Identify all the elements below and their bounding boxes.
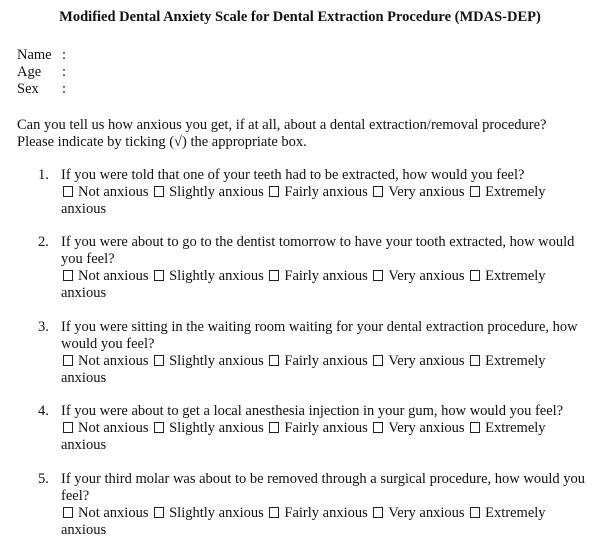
checkbox-very-anxious[interactable] xyxy=(373,355,383,366)
instructions-line-1: Can you tell us how anxious you get, if at all, about a dental extraction/removal procedure? xyxy=(17,117,547,133)
option-label: Very anxious xyxy=(388,353,465,369)
checkbox-slightly-anxious[interactable] xyxy=(154,507,164,518)
option-label: Slightly anxious xyxy=(169,505,264,521)
age-colon: : xyxy=(62,64,67,80)
option-label: Slightly anxious xyxy=(169,353,264,369)
option-label: Fairly anxious xyxy=(284,505,368,521)
checkbox-not-anxious[interactable] xyxy=(63,422,73,433)
option-label: Extremely anxious xyxy=(61,268,546,301)
checkbox-fairly-anxious[interactable] xyxy=(269,507,279,518)
name-colon: : xyxy=(62,47,67,63)
checkbox-extremely-anxious[interactable] xyxy=(470,355,480,366)
checkbox-fairly-anxious[interactable] xyxy=(269,186,279,197)
name-label: Name xyxy=(17,47,52,63)
question-1 xyxy=(38,167,588,218)
checkbox-very-anxious[interactable] xyxy=(373,186,383,197)
option-label: Not anxious xyxy=(78,353,149,369)
option-label: Fairly anxious xyxy=(284,420,368,436)
option-label: Very anxious xyxy=(388,420,465,436)
option-label: Extremely anxious xyxy=(61,505,546,538)
instructions xyxy=(17,117,587,151)
option-label: Slightly anxious xyxy=(169,268,264,284)
answer-options xyxy=(61,268,586,302)
option-label: Not anxious xyxy=(78,420,149,436)
option-label: Extremely anxious xyxy=(61,420,546,453)
option-label: Not anxious xyxy=(78,268,149,284)
checkbox-extremely-anxious[interactable] xyxy=(470,186,480,197)
option-label: Slightly anxious xyxy=(169,184,264,200)
age-label: Age xyxy=(17,64,42,80)
question-5 xyxy=(38,471,588,539)
question-number: 1. xyxy=(38,167,49,183)
question-4 xyxy=(38,403,588,454)
answer-options xyxy=(61,184,586,218)
option-label: Very anxious xyxy=(388,505,465,521)
option-label: Very anxious xyxy=(388,268,465,284)
question-number: 4. xyxy=(38,403,49,419)
option-label: Fairly anxious xyxy=(284,353,368,369)
question-text: If you were about to get a local anesthesia injection in your gum, how would you feel? xyxy=(61,403,564,419)
checkbox-fairly-anxious[interactable] xyxy=(269,270,279,281)
sex-label: Sex xyxy=(17,81,39,97)
checkbox-slightly-anxious[interactable] xyxy=(154,270,164,281)
checkbox-fairly-anxious[interactable] xyxy=(269,422,279,433)
sex-colon: : xyxy=(62,81,67,97)
instructions-line-2: Please indicate by ticking (√) the appropriate box. xyxy=(17,134,307,150)
checkbox-very-anxious[interactable] xyxy=(373,507,383,518)
option-label: Extremely anxious xyxy=(61,184,546,217)
checkbox-fairly-anxious[interactable] xyxy=(269,355,279,366)
checkbox-extremely-anxious[interactable] xyxy=(470,507,480,518)
checkbox-not-anxious[interactable] xyxy=(63,186,73,197)
question-text: If you were told that one of your teeth had to be extracted, how would you feel? xyxy=(61,167,525,183)
document-title: Modified Dental Anxiety Scale for Dental Extraction Procedure (MDAS-DEP) xyxy=(59,9,541,25)
option-label: Fairly anxious xyxy=(284,268,368,284)
answer-options xyxy=(61,353,586,387)
question-text: If your third molar was about to be removed through a surgical procedure, how would you feel? xyxy=(61,471,586,504)
checkbox-not-anxious[interactable] xyxy=(63,270,73,281)
option-label: Not anxious xyxy=(78,184,149,200)
question-text: If you were sitting in the waiting room waiting for your dental extraction procedure, how would you feel? xyxy=(61,319,578,352)
respondent-fields xyxy=(17,47,66,98)
checkbox-extremely-anxious[interactable] xyxy=(470,270,480,281)
question-3 xyxy=(38,319,588,387)
answer-options xyxy=(61,420,586,454)
checkbox-slightly-anxious[interactable] xyxy=(154,355,164,366)
option-label: Slightly anxious xyxy=(169,420,264,436)
checkbox-slightly-anxious[interactable] xyxy=(154,186,164,197)
checkbox-not-anxious[interactable] xyxy=(63,507,73,518)
sex-field xyxy=(17,81,66,98)
checkbox-very-anxious[interactable] xyxy=(373,270,383,281)
option-label: Fairly anxious xyxy=(284,184,368,200)
checkbox-very-anxious[interactable] xyxy=(373,422,383,433)
checkbox-extremely-anxious[interactable] xyxy=(470,422,480,433)
question-number: 3. xyxy=(38,319,49,335)
option-label: Extremely anxious xyxy=(61,353,546,386)
question-text: If you were about to go to the dentist tomorrow to have your tooth extracted, how would you feel? xyxy=(61,234,575,267)
checkbox-slightly-anxious[interactable] xyxy=(154,422,164,433)
question-number: 2. xyxy=(38,234,49,250)
question-number: 5. xyxy=(38,471,49,487)
answer-options xyxy=(61,505,586,539)
option-label: Not anxious xyxy=(78,505,149,521)
age-field xyxy=(17,64,66,81)
option-label: Very anxious xyxy=(388,184,465,200)
name-field xyxy=(17,47,66,64)
checkbox-not-anxious[interactable] xyxy=(63,355,73,366)
question-2 xyxy=(38,234,588,302)
